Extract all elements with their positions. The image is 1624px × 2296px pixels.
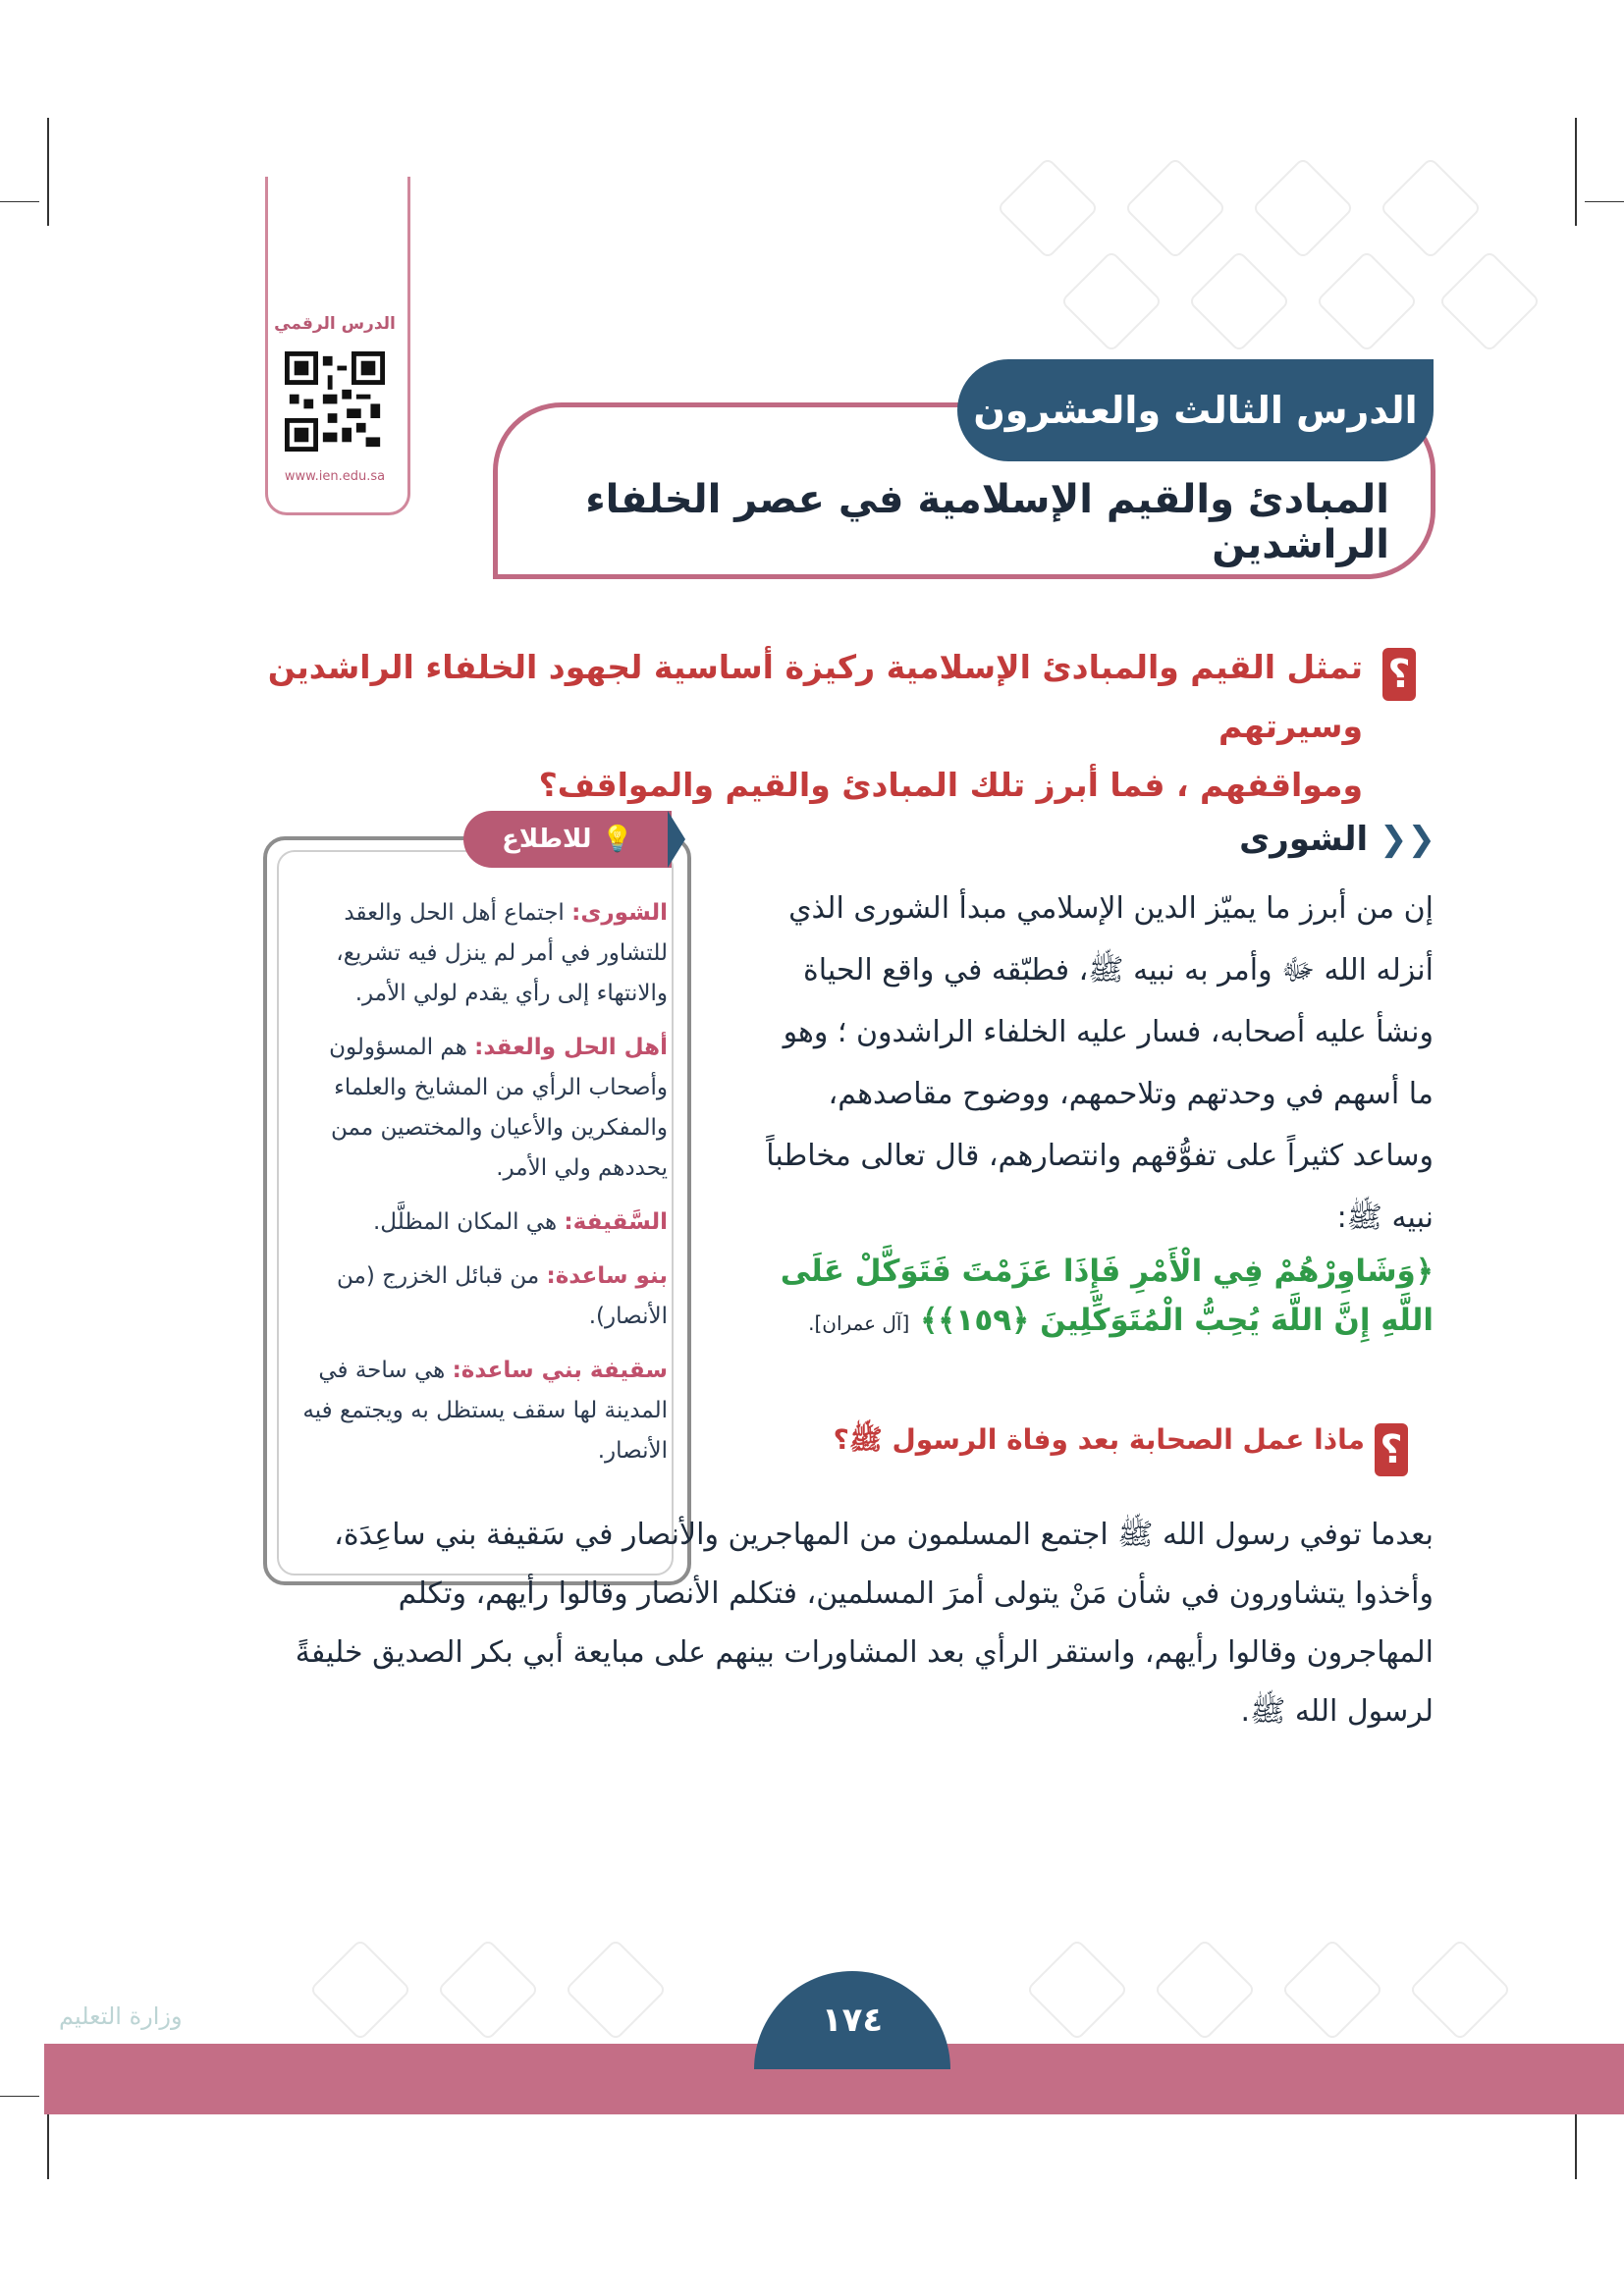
glossary-entry <box>299 1202 668 1243</box>
glossary-definition: هي ساحة في المدينة لها سقف يستظل به ويجتمع فيه الأنصار. <box>302 1358 668 1464</box>
bottom-body: بعدما توفي رسول الله ﷺ اجتمع المسلمون من المهاجرين والأنصار في سَقيفة بني ساعِدَة، وأخذوا يتشاورون في شأن مَنْ يتولى أمرَ المسلمين، فتكلم الأنصار وقالوا رأيهم، وتكلم المهاجرون وقالوا رأيهم، واستقر الرأي بعد المشاورات بينهم على مبايعة أبي بكر الصديق خليفةً لرسول الله ﷺ. <box>295 1518 1434 1729</box>
intro-line-1: تمثل القيم والمبادئ الإسلامية ركيزة أساسية لجهود الخلفاء الراشدين وسيرتهم <box>267 648 1363 745</box>
quran-reference: [آل عمران]. <box>808 1311 910 1335</box>
decorative-diamond <box>1154 1939 1257 2042</box>
crop-mark <box>1575 118 1577 226</box>
quran-verse-text: ﴿وَشَاوِرْهُمْ فِي الْأَمْرِ فَإِذَا عَزَمْتَ فَتَوَكَّلْ عَلَى اللَّهِ إِنَّ اللَّهَ يُحِبُّ الْمُتَوَكِّلِينَ ﴿١٥٩﴾﴾ <box>780 1254 1434 1338</box>
glossary-list <box>299 893 668 1485</box>
glossary-definition: اجتماع أهل الحل والعقد للتشاور في أمر لم ينزل فيه تشريع، والانتهاء إلى رأي يقدم لولي الأمر. <box>336 900 668 1006</box>
decorative-diamond <box>1409 1939 1512 2042</box>
glossary-definition: من قبائل الخزرج (من الأنصار). <box>336 1263 668 1329</box>
quran-verse <box>759 1247 1434 1348</box>
glossary-entry <box>299 1028 668 1189</box>
lesson-title: المبادئ والقيم الإسلامية في عصر الخلفاء الراشدين <box>585 477 1389 567</box>
decorative-diamond <box>1026 1939 1129 2042</box>
decorative-diamond <box>1438 250 1542 353</box>
lesson-number-tab: الدرس الثالث والعشرون <box>957 359 1434 461</box>
glossary-term: السَّقيفة: <box>564 1209 668 1235</box>
qr-label: الدرس الرقمي <box>274 314 396 334</box>
ministry-logo: وزارة التعليم <box>59 2002 183 2030</box>
crop-mark <box>47 118 49 226</box>
decorative-diamond <box>1252 157 1355 260</box>
intro-line-2: ومواقفهم ، فما أبرز تلك المبادئ والقيم والمواقف؟ <box>538 766 1363 804</box>
glossary-term: أهل الحل والعقد: <box>474 1035 668 1060</box>
section-heading <box>1178 820 1435 859</box>
double-chevron-icon: ❮❮ <box>1380 820 1435 859</box>
section-heading-label: الشورى <box>1239 820 1369 859</box>
lightbulb-icon: 💡 <box>601 825 633 854</box>
decorative-diamond <box>437 1939 540 2042</box>
crop-mark <box>1585 201 1624 202</box>
decorative-diamond <box>1281 1939 1384 2042</box>
glossary-header-label: للاطلاع <box>502 825 592 854</box>
decorative-diamond <box>565 1939 668 2042</box>
glossary-header <box>463 811 672 868</box>
glossary-definition: هي المكان المظلَّل. <box>372 1209 565 1235</box>
glossary-entry <box>299 893 668 1014</box>
glossary-entry <box>299 1256 668 1337</box>
qr-code-icon[interactable] <box>285 351 385 452</box>
question-mark-icon: ؟ <box>1375 1423 1408 1476</box>
glossary-term: سقيفة بني ساعدة: <box>452 1358 668 1383</box>
decorative-diamond <box>1380 157 1483 260</box>
crop-mark <box>0 201 39 202</box>
decorative-diamond <box>309 1939 412 2042</box>
decorative-diamond <box>1316 250 1419 353</box>
glossary-term: الشورى: <box>571 900 668 926</box>
question-mark-icon: ؟ <box>1382 648 1416 701</box>
section-body: إن من أبرز ما يميّز الدين الإسلامي مبدأ الشورى الذي أنزله الله ﷻ وأمر به نبيه ﷺ، فطبّقه في واقع الحياة ونشأ عليه أصحابه، فسار عليه الخلفاء الراشدون ؛ وهو ما أسهم في وحدتهم وتلاحمهم، ووضوح مقاصدهم، وساعد كثيراً على تفوُّقهم وانتصارهم، قال تعالى مخاطباً نبيه ﷺ: <box>766 891 1434 1235</box>
glossary-term: بنو ساعدة: <box>546 1263 668 1289</box>
question-heading: ماذا عمل الصحابة بعد وفاة الرسول ﷺ؟ <box>833 1423 1365 1456</box>
qr-url[interactable]: www.ien.edu.sa <box>284 469 386 484</box>
decorative-diamond <box>997 157 1100 260</box>
decorative-diamond <box>1124 157 1227 260</box>
decorative-diamond <box>1060 250 1164 353</box>
crop-mark <box>0 2096 39 2097</box>
page-number: ١٧٤ <box>754 1971 950 2069</box>
intro-question <box>265 638 1363 815</box>
glossary-entry <box>299 1351 668 1471</box>
decorative-diamond <box>1188 250 1291 353</box>
qr-card[interactable] <box>265 177 410 515</box>
glossary-definition: هم المسؤولون وأصحاب الرأي من المشايخ والعلماء والمفكرين والأعيان والمختصين ممن يحددهم ولي الأمر. <box>329 1035 668 1181</box>
